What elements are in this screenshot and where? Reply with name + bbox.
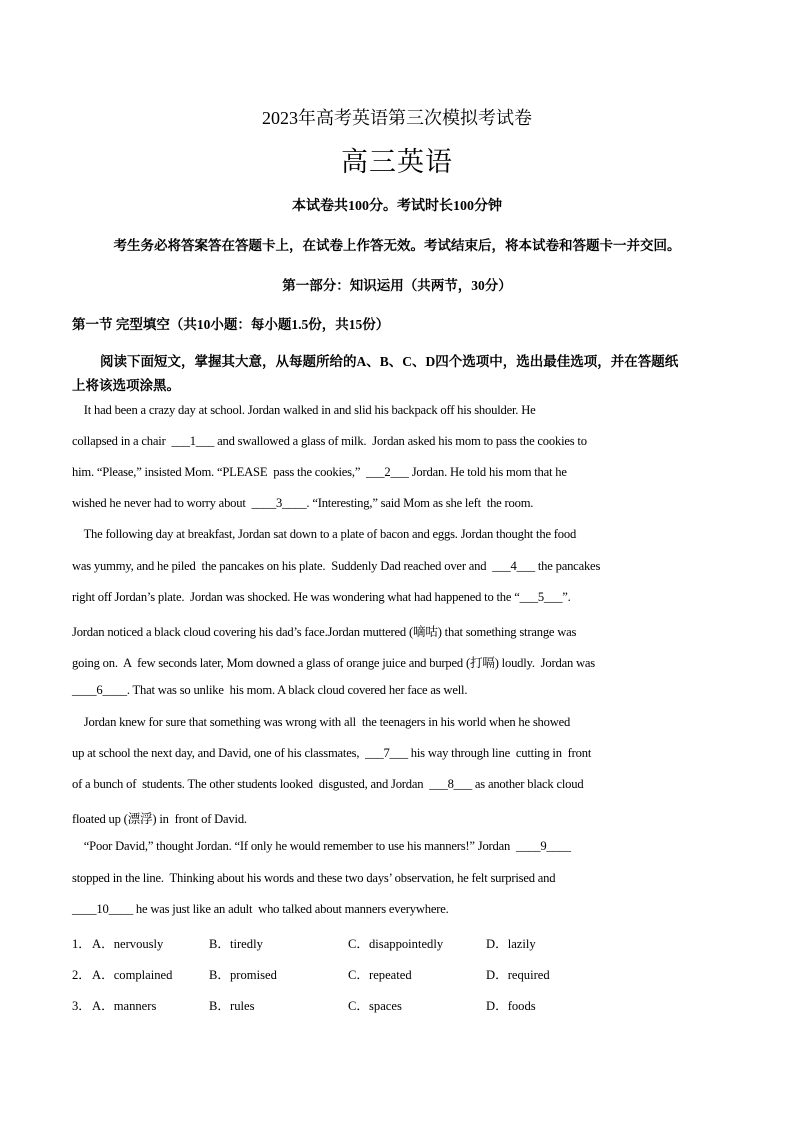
passage-line: “Poor David,” thought Jordan. “If only he would remember to use his manners!” Jordan ____9____ [72, 839, 571, 853]
instruction-text: 阅读下面短文，掌握其大意，从每题所给的A、B、C、D四个选项中，选出最佳选项，并在答题纸上将该选项涂黑。 [72, 354, 679, 393]
option-b: B．rules [209, 999, 255, 1013]
passage-line: collapsed in a chair ___1___ and swallowed a glass of milk. Jordan asked his mom to pass the cookies to [72, 434, 587, 448]
passage-line: wished he never had to worry about ____3____. “Interesting,” said Mom as she left the room. [72, 496, 534, 510]
passage-line: him. “Please,” insisted Mom. “PLEASE pass the cookies,” ___2___ Jordan. He told his mom that he [72, 465, 567, 479]
passage-line: The following day at breakfast, Jordan sat down to a plate of bacon and eggs. Jordan thought the food [72, 527, 577, 541]
passage-line: ____6____. That was so unlike his mom. A black cloud covered her face as well. [72, 683, 468, 697]
option-c: C．disappointedly [348, 937, 444, 951]
passage-line: floated up (漂浮) in front of David. [72, 812, 247, 826]
option-b: B．tiredly [209, 937, 263, 951]
passage-line: Jordan knew for sure that something was wrong with all the teenagers in his world when he showed [72, 715, 571, 729]
subject-title: 高三英语 [341, 147, 453, 177]
part-heading: 第一部分：知识运用（共两节，30分） [282, 278, 512, 293]
passage-line: It had been a crazy day at school. Jordan walked in and slid his backpack off his shoulder. He [72, 403, 536, 417]
option-d: D．required [486, 968, 550, 982]
passage-line: going on. A few seconds later, Mom downed a glass of orange juice and burped (打嗝) loudly. Jordan was [72, 656, 595, 670]
option-d: D．foods [486, 999, 536, 1013]
passage-line: up at school the next day, and David, one of his classmates, ___7___ his way through line cutting in front [72, 746, 592, 760]
section-heading: 第一节 完型填空（共10小题：每小题1.5份，共15份） [72, 317, 390, 332]
question-number: 2． [72, 968, 91, 982]
option-d: D．lazily [486, 937, 536, 951]
option-a: A．manners [92, 999, 157, 1013]
question-number: 3． [72, 999, 91, 1013]
score-info: 本试卷共100分。考试时长100分钟 [292, 199, 502, 214]
passage-line: Jordan noticed a black cloud covering his dad’s face.Jordan muttered (嘀咕) that something strange was [72, 625, 577, 639]
passage-line: of a bunch of students. The other students looked disgusted, and Jordan ___8___ as another black cloud [72, 777, 584, 791]
exam-title: 2023年高考英语第三次模拟考试卷 [262, 108, 532, 128]
option-a: A．nervously [92, 937, 164, 951]
option-b: B．promised [209, 968, 277, 982]
option-c: C．repeated [348, 968, 412, 982]
passage-line: was yummy, and he piled the pancakes on his plate. Suddenly Dad reached over and ___4___ the pancakes [72, 559, 601, 573]
passage-line: right off Jordan’s plate. Jordan was shocked. He was wondering what had happened to the “___5___”. [72, 590, 571, 604]
exam-notice: 考生务必将答案答在答题卡上，在试卷上作答无效。考试结束后，将本试卷和答题卡一并交回。 [113, 238, 681, 253]
passage-line: ____10____ he was just like an adult who talked about manners everywhere. [72, 902, 449, 916]
option-c: C．spaces [348, 999, 402, 1013]
option-a: A．complained [92, 968, 173, 982]
question-number: 1． [72, 937, 91, 951]
passage-line: stopped in the line. Thinking about his words and these two days’ observation, he felt surprised and [72, 871, 556, 885]
